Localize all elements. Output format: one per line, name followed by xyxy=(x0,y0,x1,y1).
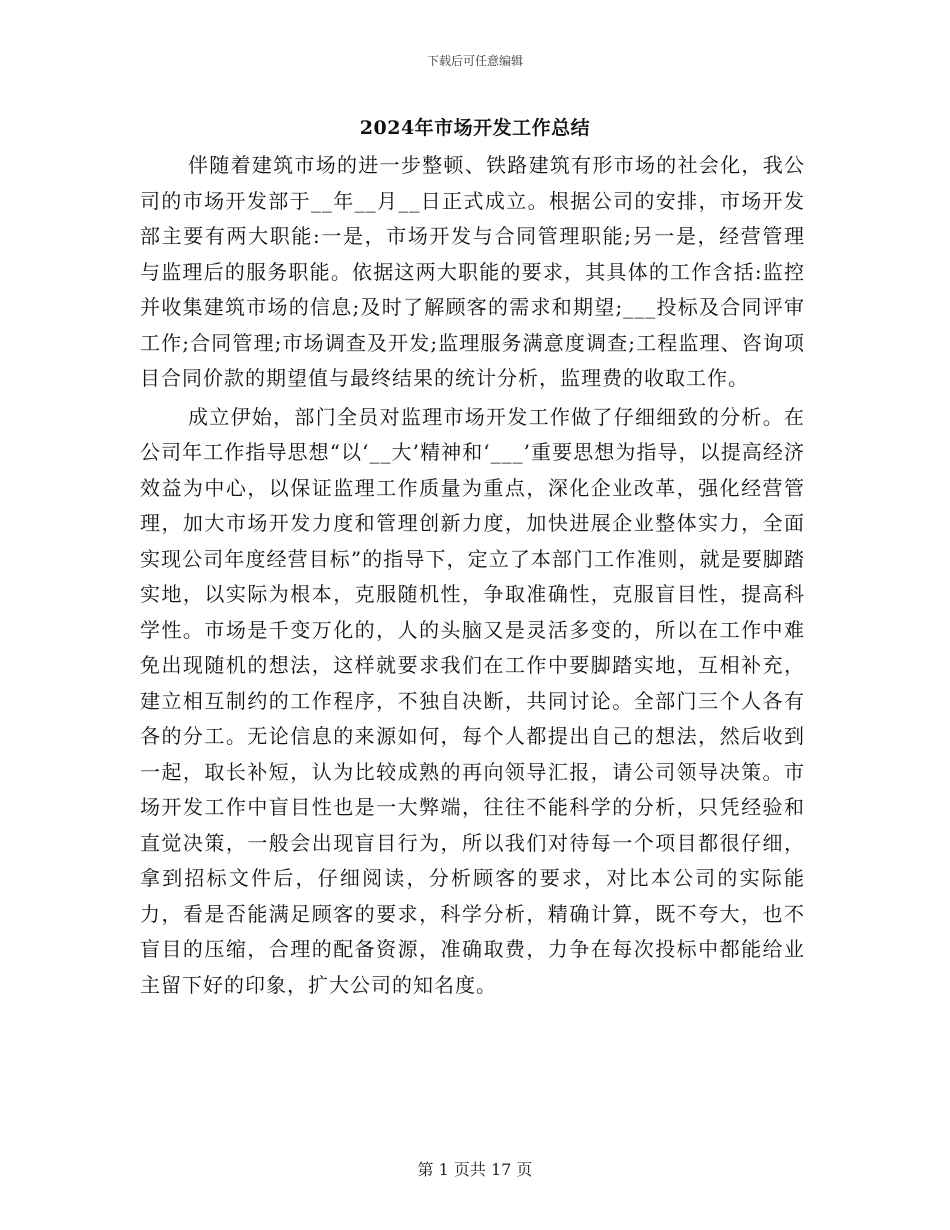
page-footer xyxy=(0,1157,950,1180)
paragraph-1: 伴随着建筑市场的进一步整顿、铁路建筑有形市场的社会化，我公司的市场开发部于__年__月__日正式成立。根据公司的安排，市场开发部主要有两大职能:一是，市场开发与合同管理职能;另一是，经营管理与监理后的服务职能。依据这两大职能的要求，其具体的工作含括:监控并收集建筑市场的信息;及时了解顾客的需求和期望;___投标及合同评审工作;合同管理;市场调查及开发;监理服务满意度调查;工程监理、咨询项目合同价款的期望值与最终结果的统计分析，监理费的收取工作。 xyxy=(140,153,805,390)
header-note: 下载后可任意编辑 xyxy=(426,54,523,68)
paragraph-2: 成立伊始，部门全员对监理市场开发工作做了仔细细致的分析。在公司年工作指导思想“以‘__大’精神和‘___’重要思想为指导，以提高经济效益为中心，以保证监理工作质量为重点，深化企业改革，强化经营管理，加大市场开发力度和管理创新力度，加快进展企业整体实力，全面实现公司年度经营目标”的指导下，定立了本部门工作准则，就是要脚踏实地，以实际为根本，克服随机性，争取准确性，克服盲目性，提高科学性。市场是千变万化的，人的头脑又是灵活多变的，所以在工作中难免出现随机的想法，这样就要求我们在工作中要脚踏实地，互相补充，建立相互制约的工作程序，不独自决断，共同讨论。全部门三个人各有各的分工。无论信息的来源如何，每个人都提出自己的想法，然后收到一起，取长补短，认为比较成熟的再向领导汇报，请公司领导决策。市场开发工作中盲目性也是一大弊端，往往不能科学的分析，只凭经验和直觉决策，一般会出现盲目行为，所以我们对待每一个项目都很仔细，拿到招标文件后，仔细阅读，分析顾客的要求，对比本公司的实际能力，看是否能满足顾客的要求，科学分析，精确计算，既不夸大，也不盲目的压缩，合理的配备资源，准确取费，力争在每次投标中都能给业主留下好的印象，扩大公司的知名度。 xyxy=(140,404,805,997)
page-number: 第 1 页共 17 页 xyxy=(417,1160,533,1179)
document-title: 2024年市场开发工作总结 xyxy=(359,117,591,139)
page-header xyxy=(0,52,950,69)
document-body xyxy=(140,148,805,1003)
